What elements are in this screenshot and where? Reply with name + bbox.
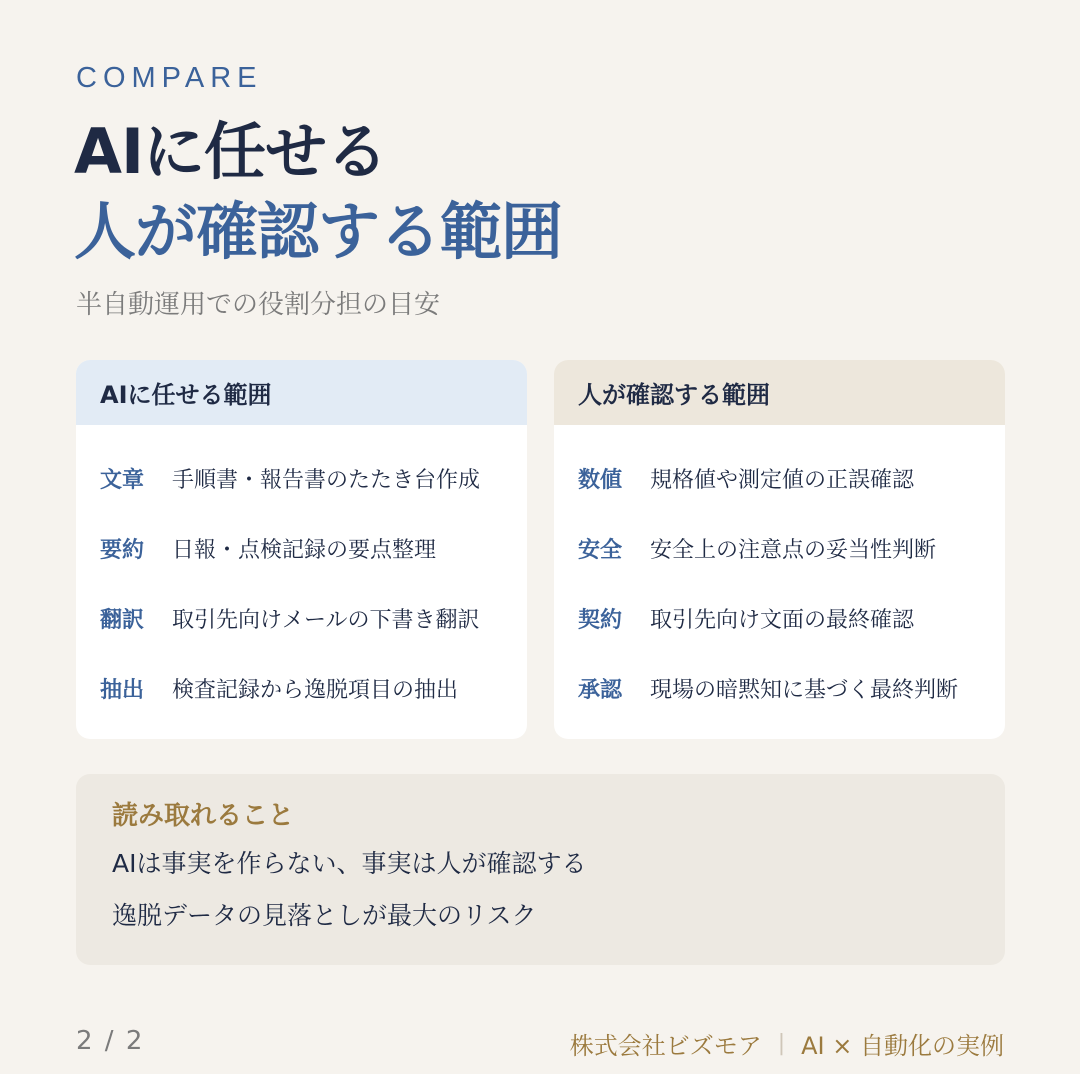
eyebrow-label: COMPARE <box>76 62 263 94</box>
human-scope-list <box>554 425 1005 723</box>
ai-scope-card-title: AIに任せる範囲 <box>76 360 527 425</box>
list-item <box>100 513 527 583</box>
item-tag: 文章 <box>100 467 145 493</box>
item-text: 手順書・報告書のたたき台作成 <box>172 467 481 493</box>
page-subtitle: 半自動運用での役割分担の目安 <box>76 290 441 320</box>
item-tag: 翻訳 <box>100 607 145 633</box>
item-text: 日報・点検記録の要点整理 <box>172 537 437 563</box>
item-tag: 抽出 <box>100 677 145 703</box>
item-text: 取引先向け文面の最終確認 <box>650 607 915 633</box>
list-item <box>100 653 527 723</box>
list-item <box>100 583 527 653</box>
ai-scope-card <box>76 360 527 739</box>
item-tag: 数値 <box>578 467 623 493</box>
insight-box <box>76 774 1005 965</box>
human-scope-card-title: 人が確認する範囲 <box>554 360 1005 425</box>
list-item <box>578 583 1005 653</box>
company-name: 株式会社ビズモア <box>569 1032 762 1060</box>
footer-divider: | <box>777 1031 786 1056</box>
list-item <box>578 443 1005 513</box>
list-item <box>578 653 1005 723</box>
item-tag: 承認 <box>578 677 623 703</box>
item-text: 検査記録から逸脱項目の抽出 <box>172 677 459 703</box>
series-name: AI × 自動化の実例 <box>801 1032 1004 1060</box>
page-title <box>74 112 562 272</box>
item-text: 規格値や測定値の正誤確認 <box>650 467 915 493</box>
item-tag: 安全 <box>578 537 623 563</box>
list-item <box>578 513 1005 583</box>
ai-scope-list <box>76 425 527 723</box>
insight-line: AIは事実を作らない、事実は人が確認する <box>112 849 587 878</box>
human-scope-card <box>554 360 1005 739</box>
item-tag: 要約 <box>100 537 145 563</box>
page-indicator: 2 / 2 <box>76 1026 145 1056</box>
title-line-2: 人が確認する範囲 <box>74 195 563 268</box>
insight-title: 読み取れること <box>112 801 295 831</box>
insight-line: 逸脱データの見落としが最大のリスク <box>112 901 537 930</box>
item-text: 取引先向けメールの下書き翻訳 <box>172 607 480 633</box>
list-item <box>100 443 527 513</box>
footer-brand <box>570 1026 1004 1061</box>
item-text: 現場の暗黙知に基づく最終判断 <box>650 677 959 703</box>
item-text: 安全上の注意点の妥当性判断 <box>650 537 937 563</box>
item-tag: 契約 <box>578 607 623 633</box>
title-line-1: AIに任せる <box>74 115 388 188</box>
